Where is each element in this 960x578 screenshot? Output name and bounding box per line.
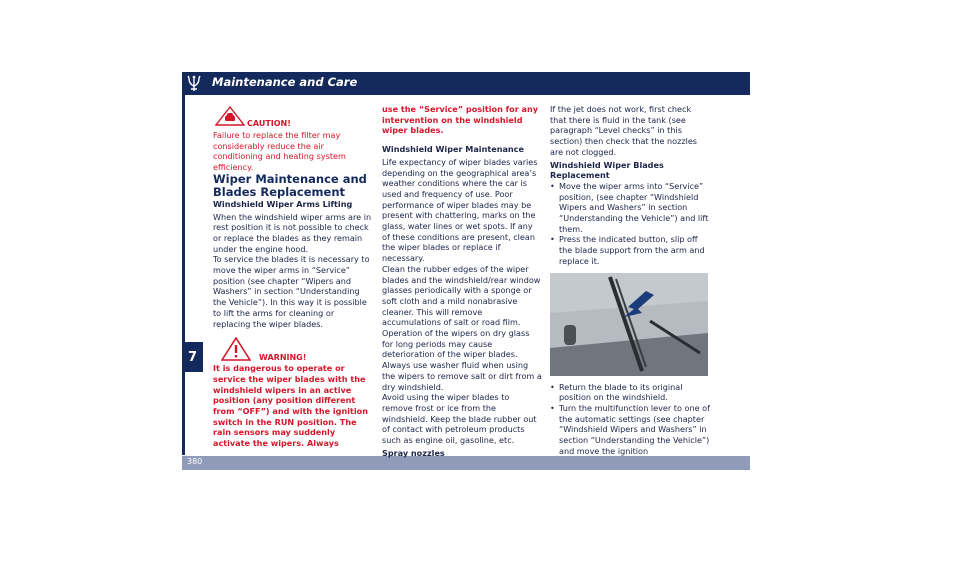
page-number: 380 (187, 457, 203, 466)
paragraph: Operation of the wipers on dry glass for long periods may cause deterioration of the wiper blades. Always use washer fluid when using the wipers to remove salt or dirt from a dry windshield. (382, 328, 542, 392)
caution-callout (213, 106, 373, 130)
list-item: • Press the indicated button, slip off the blade support from the arm and replace it. (550, 234, 710, 266)
page-header (182, 72, 750, 95)
subheading-arms-lifting: Windshield Wiper Arms Lifting (213, 198, 353, 209)
bullet-list (550, 181, 710, 267)
chapter-tab: 7 (182, 342, 203, 372)
chapter-bar (182, 95, 185, 455)
wiper-blade-photo (550, 273, 708, 376)
caution-label: CAUTION! (247, 119, 291, 129)
warning-callout (213, 337, 373, 363)
caution-car-icon (215, 106, 245, 126)
list-item: • Return the blade to its original position on the windshield. (550, 382, 710, 403)
column-3 (550, 104, 710, 456)
warning-text: It is dangerous to operate or service the wiper blades with the windshield wipers in an active position (any position different from “OFF”) and with the ignition switch in the RUN position. The rain sensors may suddenly activate the wipers. Always (213, 363, 368, 449)
paragraph: If the jet does not work, first check that there is fluid in the tank (see paragraph “Level checks” in this section) then check that the nozzles are not clogged. (550, 104, 698, 157)
list-item: • Move the wiper arms into “Service” position, (see chapter “Windshield Wipers and Washers” in section “Understanding the Vehicle”) and lift them. (550, 181, 710, 235)
trident-logo-icon (182, 72, 205, 95)
subheading-spray-nozzles: Spray nozzles (382, 447, 445, 458)
warning-text-continued: use the “Service” position for any intervention on the windshield wiper blades. (382, 104, 539, 136)
warning-label: WARNING! (259, 352, 307, 362)
column-2 (382, 104, 542, 459)
bullet-list (550, 382, 710, 457)
paragraph: When the windshield wiper arms are in rest position it is not possible to check or replace the blades as they remain under the engine hood. (213, 211, 372, 254)
section-title: Maintenance and Care (212, 75, 358, 89)
paragraph: Avoid using the wiper blades to remove frost or ice from the windshield. Keep the blade rubber out of contact with petroleum products such as engine oil, gasoline, etc. (382, 392, 537, 446)
caution-text: Failure to replace the filter may considerably reduce the air conditioning and heating system efficiency. (213, 130, 346, 173)
warning-icon (221, 337, 251, 361)
paragraph: Life expectancy of wiper blades varies depending on the geographical area’s weather conditions where the car is used and frequency of use. Poor performance of wiper blades may be present with chattering, marks on the glass, water lines or wet spots. If any of these conditions are present, clean the wiper blades or replace if necessary. (382, 156, 538, 264)
paragraph: Clean the rubber edges of the wiper blades and the windshield/rear window glasses periodically with a sponge or soft cloth and a mild nonabrasive cleaner. This will remove accumulations of salt or road film. (382, 263, 541, 328)
list-item: • Turn the multifunction lever to one of the automatic settings (see chapter “Windshield Wipers and Washers” in section “Understanding the Vehicle”) and move the ignition (550, 403, 710, 457)
column-1 (213, 104, 373, 449)
subheading-blades-replacement: Windshield Wiper Blades Replacement (550, 159, 664, 181)
paragraph: To service the blades it is necessary to move the wiper arms in “Service” position (see chapter “Wipers and Washers” in section “Understanding the Vehicle”). In this way it is possible to lift the arms for cleaning or replacing the wiper blades. (213, 254, 370, 329)
subheading-wiper-maintenance: Windshield Wiper Maintenance (382, 144, 524, 155)
section-heading: Wiper Maintenance and Blades Replacement (213, 171, 367, 199)
